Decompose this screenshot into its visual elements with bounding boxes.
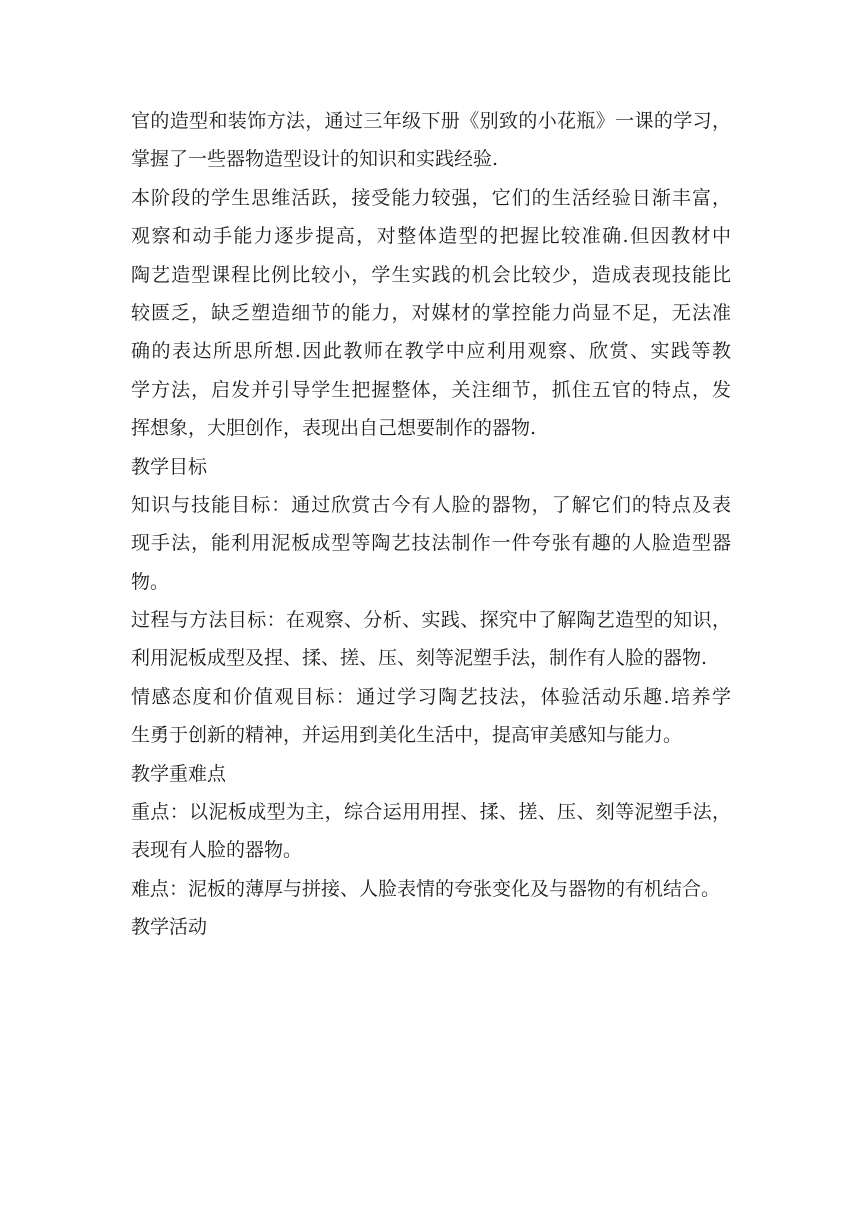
text-line: 知识与技能目标：通过欣赏古今有人脸的器物，了解它们的特点及表 [131, 493, 731, 516]
paragraph-knowledge-skills-goal [131, 486, 731, 601]
text-line: 现手法，能利用泥板成型等陶艺技法制作一件夸张有趣的人脸造型器 [131, 532, 731, 555]
text-line: 陶艺造型课程比例比较小，学生实践的机会比较少，造成表现技能比 [131, 263, 731, 286]
text-line: 学方法，启发并引导学生把握整体，关注细节，抓住五官的特点，发 [131, 378, 731, 401]
text-line: 确的表达所思所想.因此教师在教学中应利用观察、欣赏、实践等教 [131, 340, 731, 363]
text-line: 物。 [131, 570, 170, 593]
document-body [131, 102, 731, 947]
paragraph-key-points [131, 793, 731, 870]
paragraph-process-method-goal [131, 601, 731, 678]
text-line: 利用泥板成型及捏、揉、搓、压、刻等泥塑手法，制作有人脸的器物. [131, 647, 708, 670]
text-line: 过程与方法目标：在观察、分析、实践、探究中了解陶艺造型的知识， [131, 609, 731, 632]
text-line: 较匮乏，缺乏塑造细节的能力，对媒材的掌控能力尚显不足，无法准 [131, 301, 731, 324]
paragraph-prior-knowledge [131, 102, 731, 179]
text-line: 掌握了一些器物造型设计的知识和实践经验. [131, 148, 499, 171]
text-line: 表现有人脸的器物。 [131, 839, 303, 862]
paragraph-emotion-values-goal [131, 678, 731, 755]
text-line: 观察和动手能力逐步提高，对整体造型的把握比较准确.但因教材中 [131, 225, 731, 248]
section-heading-teaching-activities: 教学活动 [131, 916, 208, 939]
paragraph-difficult-points [131, 870, 731, 908]
text-line: 生勇于创新的精神，并运用到美化生活中，提高审美感知与能力。 [131, 724, 683, 747]
text-line: 难点：泥板的薄厚与拼接、人脸表情的夸张变化及与器物的有机结合。 [131, 877, 721, 900]
text-line: 挥想象，大胆创作，表现出自己想要制作的器物. [131, 417, 537, 440]
section-heading-teaching-goals: 教学目标 [131, 455, 208, 478]
section-heading-key-difficult-points: 教学重难点 [131, 762, 227, 785]
text-line: 本阶段的学生思维活跃，接受能力较强，它们的生活经验日渐丰富， [131, 186, 731, 209]
text-line: 情感态度和价值观目标：通过学习陶艺技法，体验活动乐趣.培养学 [131, 685, 731, 708]
text-line: 重点：以泥板成型为主，综合运用用捏、揉、搓、压、刻等泥塑手法， [131, 801, 731, 824]
text-line: 官的造型和装饰方法，通过三年级下册《别致的小花瓶》一课的学习， [131, 110, 731, 132]
paragraph-student-analysis [131, 179, 731, 448]
